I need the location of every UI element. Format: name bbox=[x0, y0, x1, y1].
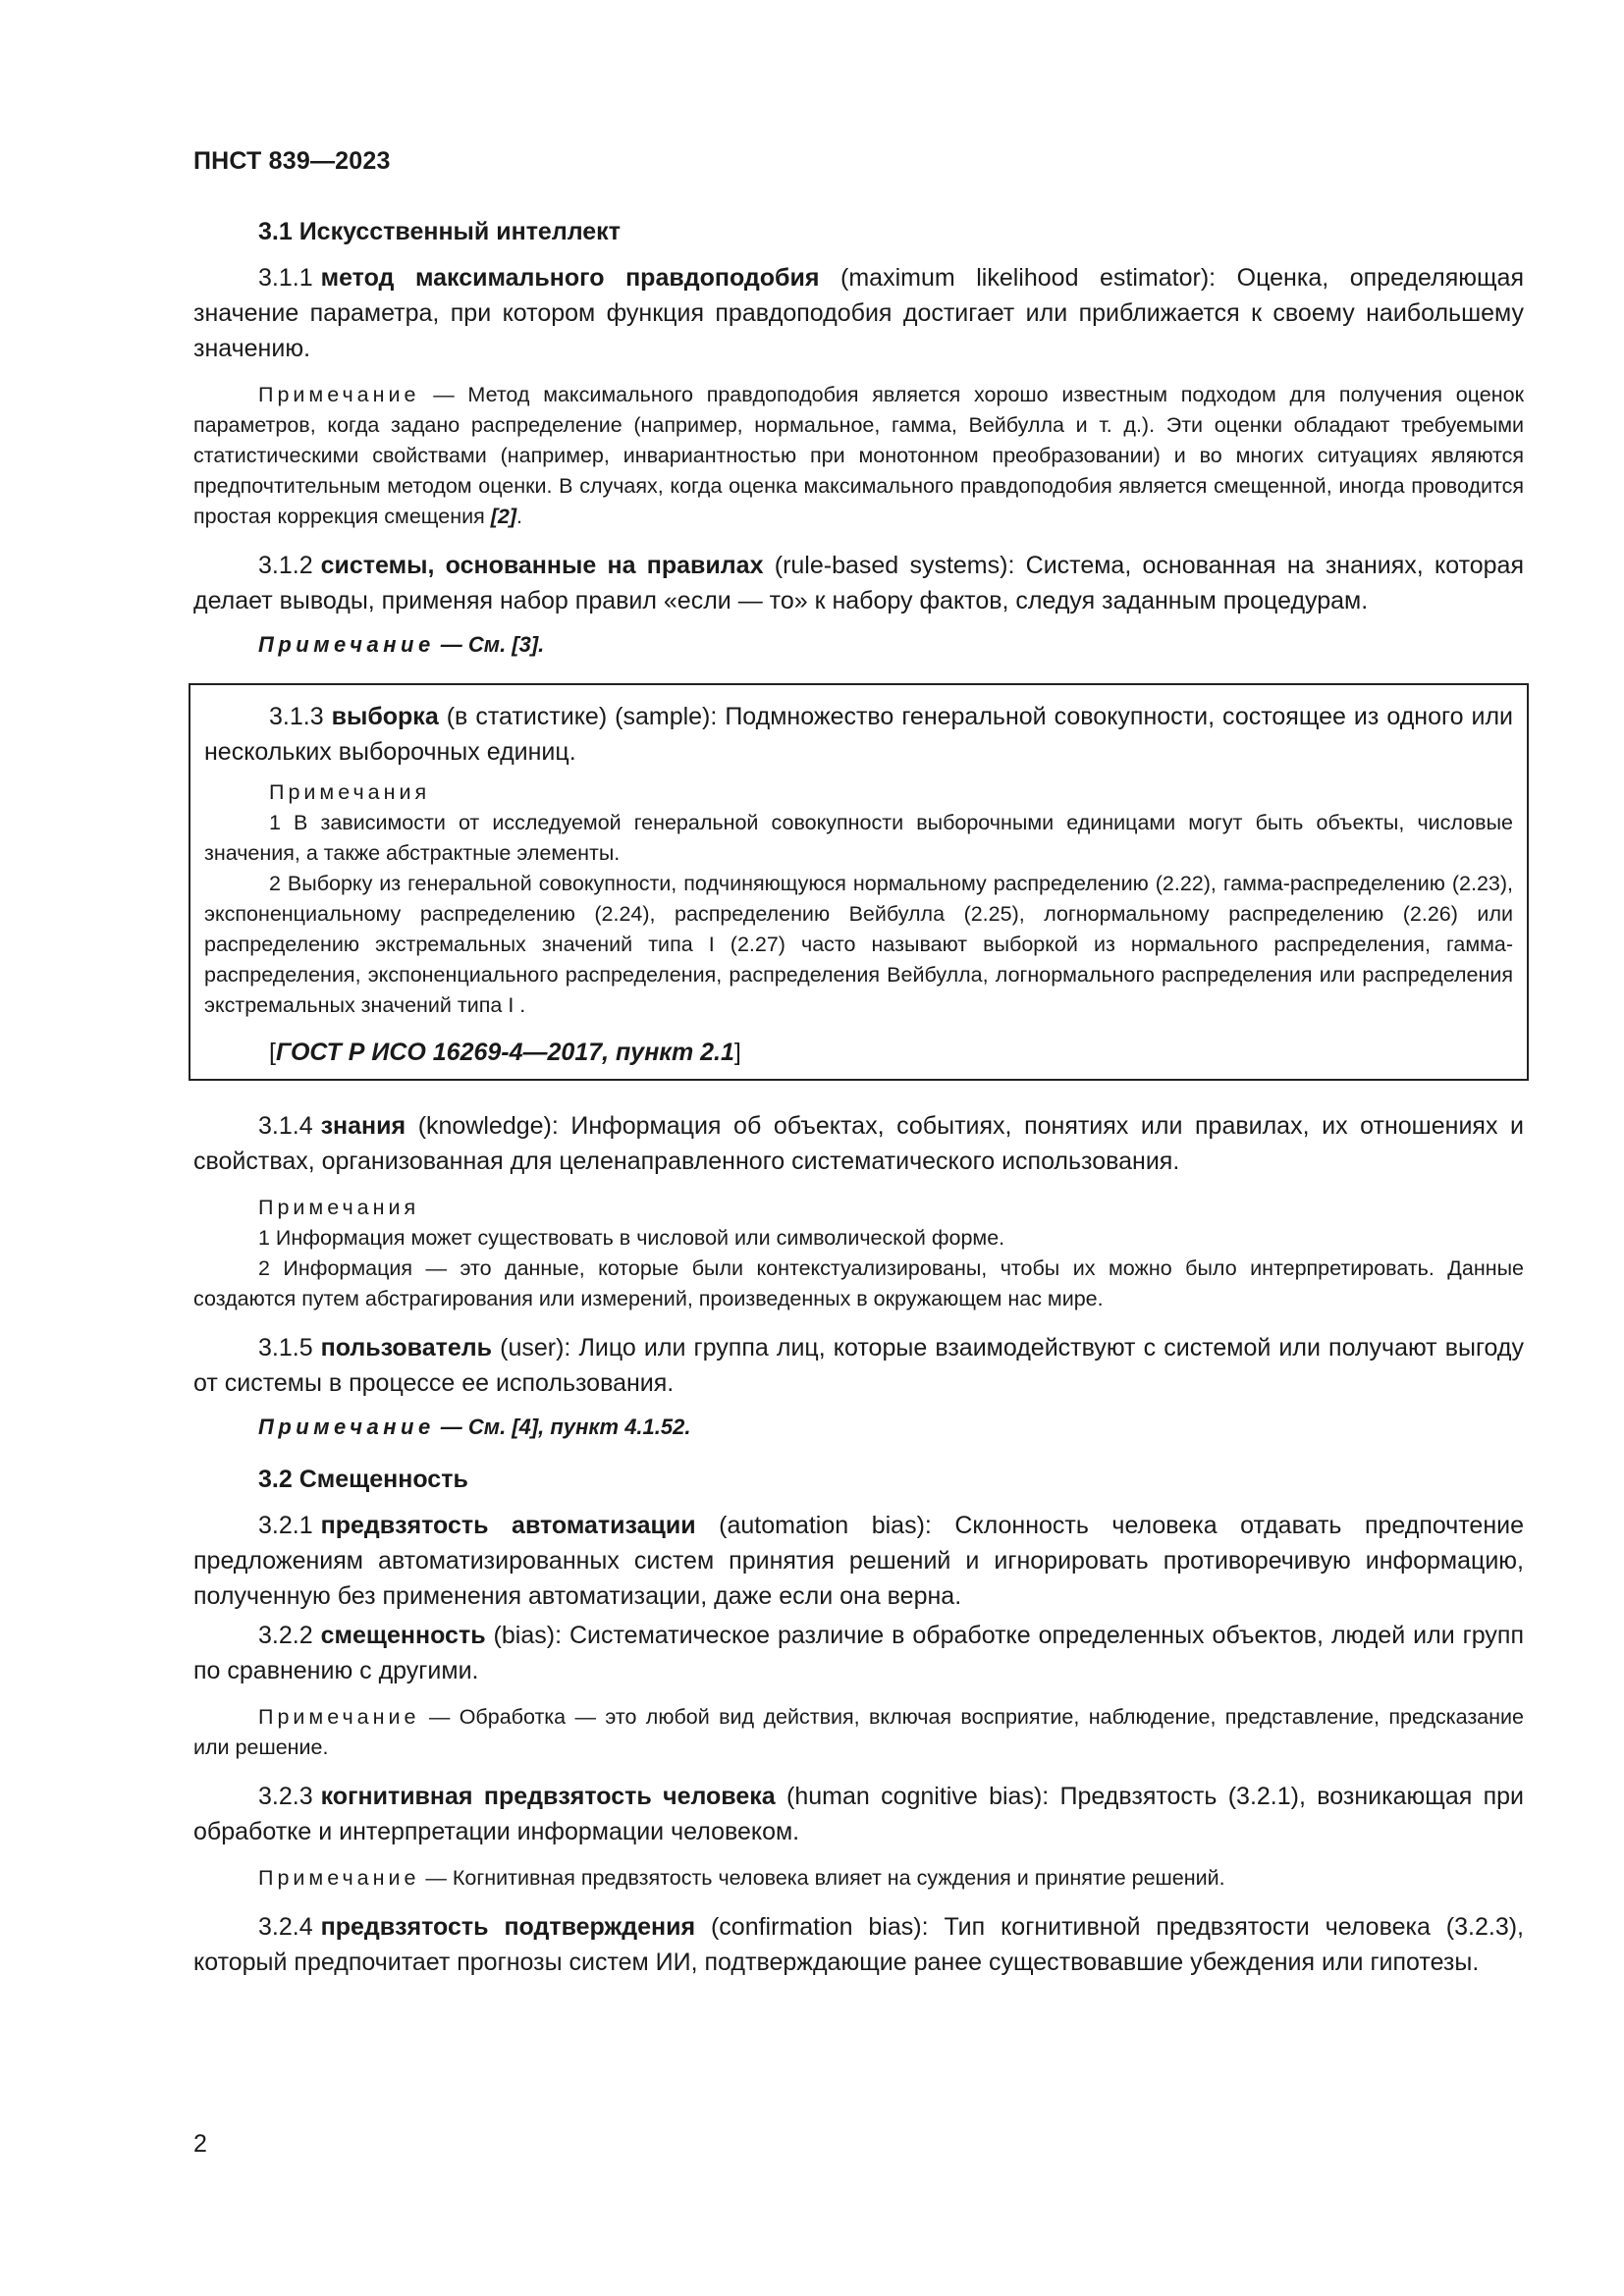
note-text: — См. [4], пункт 4.1.52. bbox=[434, 1415, 691, 1439]
note-end: . bbox=[515, 505, 522, 528]
notes-3-1-4 bbox=[193, 1193, 1524, 1314]
term-3-1-4 bbox=[193, 1108, 1524, 1179]
note-item: 1 Информация может существовать в числовой или символической форме. bbox=[258, 1226, 1005, 1250]
term-number: 3.2.2 bbox=[258, 1622, 313, 1649]
note-label: Примечание bbox=[258, 1866, 420, 1890]
term-number: 3.1.3 bbox=[269, 703, 324, 730]
note-label: Примечание bbox=[258, 1415, 435, 1439]
term-title: выборка bbox=[331, 703, 439, 730]
term-definition: (rule-based systems): Система, основанная на знаниях, которая делает выводы, применяя набор правил «если — то» к набору фактов, следуя заданным процедурам. bbox=[193, 552, 1524, 614]
note-label: Примечание bbox=[258, 632, 435, 657]
source-reference bbox=[204, 1039, 1513, 1067]
note-text: — Когнитивная предвзятость человека влияет на суждения и принятие решений. bbox=[419, 1866, 1225, 1890]
document-body bbox=[193, 218, 1524, 1994]
term-3-2-1 bbox=[193, 1508, 1524, 1614]
notes-3-1-3 bbox=[204, 777, 1513, 1021]
term-3-2-4 bbox=[193, 1909, 1524, 1980]
term-definition: (в статистике) (sample): Подмножество генеральной совокупности, состоящее из одного или нескольких выборочных единиц. bbox=[204, 703, 1513, 766]
term-title: предвзятость подтверждения bbox=[320, 1913, 696, 1941]
term-definition: (confirmation bias): Тип когнитивной предвзятости человека (3.2.3), который предпочитает прогнозы систем ИИ, подтверждающие ранее существовавшие убеждения или гипотезы. bbox=[193, 1913, 1525, 1976]
term-3-2-2 bbox=[193, 1618, 1524, 1688]
note-text: — См. [3]. bbox=[434, 632, 545, 657]
notes-heading: Примечания bbox=[269, 780, 431, 804]
note-item: 2 Выборку из генеральной совокупности, подчиняющуюся нормальному распределению (2.22), гамма-распределению (2.23), экспоненциальному распределению (2.24), распределению Вейбулла (2.25), логнормальному распределению (2.26) или распределению экстремальных значений типа I (2.27) часто называют выборкой из нормального распределения, гамма-распределения, экспоненциального распределения, распределения Вейбулла, логнормального распределения или распределения экстремальных значений типа I . bbox=[204, 872, 1513, 1017]
source-text: ГОСТ Р ИСО 16269-4—2017, пункт 2.1 bbox=[275, 1039, 734, 1066]
note-3-1-5 bbox=[193, 1415, 1524, 1440]
term-number: 3.1.1 bbox=[258, 264, 313, 292]
bracket-close: ] bbox=[733, 1039, 741, 1066]
term-3-1-3 bbox=[204, 699, 1513, 770]
term-definition: (maximum likelihood estimator): Оценка, определяющая значение параметра, при котором функция правдоподобия достигает или приближается к своему наибольшему значению. bbox=[193, 264, 1524, 362]
term-title: смещенность bbox=[320, 1622, 486, 1649]
term-number: 3.2.1 bbox=[258, 1512, 313, 1539]
note-text: — Обработка — это любой вид действия, включая восприятие, наблюдение, представление, предсказание или решение. bbox=[193, 1705, 1524, 1759]
note-3-2-2 bbox=[193, 1702, 1524, 1763]
bracket-open: [ bbox=[269, 1039, 276, 1066]
term-definition: (human cognitive bias): Предвзятость (3.2.1), возникающая при обработке и интерпретации информации человеком. bbox=[193, 1783, 1524, 1845]
term-title: метод максимального правдоподобия bbox=[320, 264, 820, 292]
section-heading-3-1: 3.1 Искусственный интеллект bbox=[258, 218, 621, 245]
note-3-1-2 bbox=[193, 632, 1524, 658]
note-item: 2 Информация — это данные, которые были контекстуализированы, чтобы их можно было интерпретировать. Данные создаются путем абстрагирования или измерений, произведенных в окружающем нас мире. bbox=[193, 1256, 1524, 1310]
term-3-1-2 bbox=[193, 548, 1524, 618]
note-item: 1 В зависимости от исследуемой генеральной совокупности выборочными единицами могут быть объекты, числовые значения, а также абстрактные элементы. bbox=[204, 811, 1513, 865]
term-title: знания bbox=[320, 1112, 406, 1140]
term-definition: (bias): Систематическое различие в обработке определенных объектов, людей или групп по сравнению с другими. bbox=[193, 1622, 1524, 1684]
term-title: системы, основанные на правилах bbox=[320, 552, 764, 579]
term-title: пользователь bbox=[320, 1334, 493, 1362]
term-definition: (user): Лицо или группа лиц, которые взаимодействуют с системой или получают выгоду от системы в процессе ее использования. bbox=[193, 1334, 1524, 1397]
boxed-term-3-1-3 bbox=[189, 683, 1529, 1081]
note-reference: [2] bbox=[490, 505, 516, 528]
note-3-2-3 bbox=[193, 1863, 1524, 1894]
term-definition: (automation bias): Склонность человека отдавать предпочтение предложениям автоматизированных систем принятия решений и игнорировать противоречивую информацию, полученную без применения автоматизации, даже если она верна. bbox=[193, 1512, 1524, 1610]
term-3-1-5 bbox=[193, 1330, 1524, 1401]
term-title: когнитивная предвзятость человека bbox=[320, 1783, 776, 1810]
note-3-1-1 bbox=[193, 380, 1524, 532]
section-heading-3-2: 3.2 Смещенность bbox=[258, 1466, 468, 1493]
note-label: Примечание bbox=[258, 383, 420, 406]
term-definition: (knowledge): Информация об объектах, событиях, понятиях или правилах, их отношениях и свойствах, организованная для целенаправленного систематического использования. bbox=[193, 1112, 1524, 1175]
document-header: ПНСТ 839—2023 bbox=[193, 147, 391, 175]
term-number: 3.1.2 bbox=[258, 552, 313, 579]
term-number: 3.2.4 bbox=[258, 1913, 313, 1941]
term-number: 3.1.4 bbox=[258, 1112, 313, 1140]
term-3-2-3 bbox=[193, 1779, 1524, 1849]
note-label: Примечание bbox=[258, 1705, 420, 1729]
term-number: 3.2.3 bbox=[258, 1783, 313, 1810]
term-number: 3.1.5 bbox=[258, 1334, 313, 1362]
notes-heading: Примечания bbox=[258, 1196, 420, 1219]
note-text: — Метод максимального правдоподобия является хорошо известным подходом для получения оценок параметров, когда задано распределение (например, нормальное, гамма, Вейбулла и т. д.). Эти оценки обладают требуемыми статистическими свойствами (например, инвариантностью при монотонном преобразовании) и во многих ситуациях являются предпочтительным методом оценки. В случаях, когда оценка максимального правдоподобия является смещенной, иногда проводится простая коррекция смещения bbox=[193, 383, 1524, 528]
term-3-1-1 bbox=[193, 260, 1524, 366]
term-title: предвзятость автоматизации bbox=[320, 1512, 696, 1539]
page-number: 2 bbox=[193, 2130, 207, 2158]
